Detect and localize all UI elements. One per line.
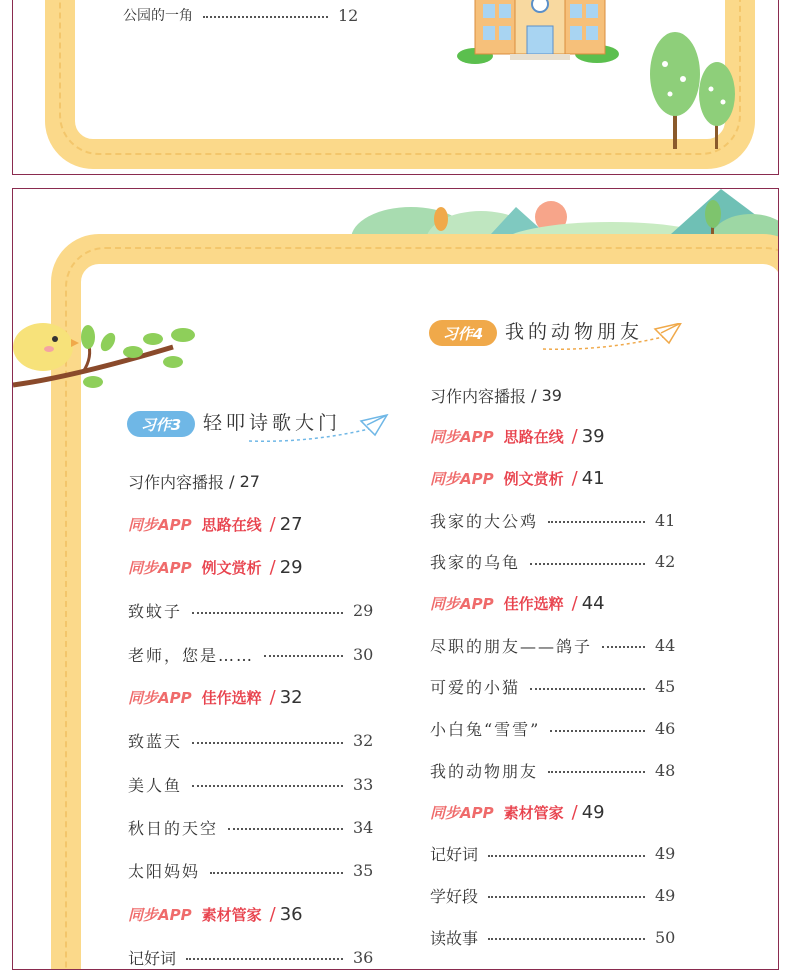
slash-separator: /	[269, 557, 276, 579]
toc-leader-dots	[548, 521, 645, 523]
bird-on-branch-illustration	[13, 317, 203, 397]
toc-page-number: 44	[581, 593, 605, 614]
toc-leader-dots	[488, 855, 645, 857]
toc-entry-row[interactable]	[430, 882, 675, 908]
toc-page-number: 39	[541, 385, 562, 405]
toc-app-row[interactable]	[430, 424, 605, 450]
toc-page-number: 41	[581, 467, 605, 489]
toc-entry-title: 老师，您是……	[128, 645, 255, 665]
toc-leader-dots	[192, 612, 343, 614]
app-section-label: 思路在线	[503, 428, 564, 447]
toc-entry-title: 记好词	[430, 845, 479, 865]
toc-entry-row[interactable]	[128, 771, 373, 797]
section3-title: 轻叩诗歌大门	[203, 412, 342, 434]
slash-separator: /	[526, 385, 542, 405]
section4-badge: 习作4	[429, 320, 497, 346]
toc-app-row[interactable]	[430, 799, 605, 825]
slash-separator: /	[224, 471, 240, 491]
app-tag-label: 同步APP	[128, 689, 192, 707]
toc-entry-title: 致蓝天	[128, 732, 183, 752]
toc-leader-dots	[210, 872, 343, 874]
toc-entry-row[interactable]	[430, 674, 675, 700]
toc-app-row[interactable]	[430, 591, 605, 617]
toc-page-number: 49	[655, 844, 676, 864]
app-tag-label: 同步APP	[128, 905, 192, 924]
toc-leader-dots	[530, 563, 645, 565]
app-section-label: 佳作选粹	[201, 689, 262, 707]
toc-leader-dots	[488, 896, 645, 898]
toc-leader-dots	[203, 16, 328, 18]
contents-page-panel	[12, 188, 779, 970]
toc-page-number: 36	[279, 903, 303, 925]
app-section-label: 佳作选粹	[503, 595, 564, 613]
toc-entry-title: 太阳妈妈	[128, 862, 201, 882]
toc-entry-row[interactable]	[430, 841, 675, 867]
toc-entry-title: 尽职的朋友——鸽子	[430, 636, 593, 656]
toc-app-row[interactable]	[128, 555, 303, 581]
toc-leader-dots	[264, 655, 343, 657]
toc-entry-title: 读故事	[430, 928, 479, 948]
toc-app-row[interactable]	[430, 465, 605, 491]
slash-separator: /	[269, 687, 276, 708]
toc-entry-row[interactable]	[430, 757, 675, 783]
toc-entry-title: 小白兔“雪雪”	[430, 720, 541, 740]
tree-illustration	[645, 24, 745, 154]
toc-entry-title: 可爱的小猫	[430, 678, 521, 698]
school-building-illustration	[455, 0, 625, 69]
app-section-label: 素材管家	[503, 803, 564, 822]
app-tag-label: 同步APP	[128, 515, 192, 534]
toc-entry-row[interactable]	[430, 716, 675, 742]
toc-app-row[interactable]	[128, 511, 303, 537]
toc-overview-row[interactable]	[128, 468, 260, 494]
app-section-label: 例文赏析	[201, 559, 262, 578]
toc-page-number: 45	[655, 677, 676, 697]
toc-entry-title: 公园的一角	[123, 8, 193, 24]
toc-entry-title: 我家的大公鸡	[430, 511, 539, 531]
toc-page-number: 27	[279, 513, 303, 535]
slash-separator: /	[571, 801, 578, 823]
toc-page-number: 46	[655, 719, 676, 739]
toc-page-number: 36	[353, 947, 374, 967]
app-section-label: 例文赏析	[503, 469, 564, 488]
toc-entry-page: 12	[338, 5, 359, 25]
toc-page-number: 41	[655, 510, 676, 530]
toc-leader-dots	[548, 771, 645, 773]
app-tag-label: 同步APP	[430, 595, 494, 613]
toc-entry-row[interactable]	[128, 728, 373, 754]
slash-separator: /	[269, 903, 276, 925]
toc-page-number: 49	[581, 801, 605, 823]
app-tag-label: 同步APP	[430, 428, 494, 447]
toc-entry-title: 美人鱼	[128, 775, 183, 795]
toc-page-number: 33	[353, 774, 374, 794]
toc-page-number: 48	[655, 760, 676, 780]
toc-app-row[interactable]	[128, 901, 303, 927]
toc-page-number: 44	[655, 635, 676, 655]
app-tag-label: 同步APP	[128, 559, 192, 578]
slash-separator: /	[269, 513, 276, 535]
toc-entry-row[interactable]	[128, 598, 373, 624]
toc-page-number: 34	[353, 817, 374, 837]
toc-page-number: 42	[655, 552, 676, 572]
toc-entry-title: 学好段	[430, 886, 479, 906]
toc-entry-row[interactable]	[128, 944, 373, 970]
toc-leader-dots	[488, 938, 645, 940]
toc-entry-row[interactable]	[430, 632, 675, 658]
paper-plane-icon	[249, 413, 389, 443]
section4-title: 我的动物朋友	[505, 321, 644, 343]
paper-plane-icon	[543, 323, 683, 353]
toc-entry-title: 秋日的天空	[128, 818, 219, 838]
app-tag-label: 同步APP	[430, 803, 494, 822]
toc-leader-dots	[192, 742, 343, 744]
app-section-label: 素材管家	[201, 905, 262, 924]
toc-leader-dots	[550, 730, 645, 732]
toc-overview-row[interactable]	[430, 382, 562, 408]
toc-entry-park-corner[interactable]	[123, 2, 358, 28]
toc-page-number: 50	[655, 927, 676, 947]
toc-leader-dots	[228, 828, 343, 830]
toc-entry-row[interactable]	[128, 641, 373, 667]
toc-entry-title: 我的动物朋友	[430, 761, 539, 781]
toc-entry-row[interactable]	[430, 924, 675, 950]
toc-leader-dots	[602, 646, 645, 648]
toc-page-number: 32	[353, 731, 374, 751]
slash-separator: /	[571, 426, 578, 448]
slash-separator: /	[571, 467, 578, 489]
toc-entry-row[interactable]	[128, 814, 373, 840]
toc-entry-title: 习作内容播报	[128, 472, 225, 492]
app-section-label: 思路在线	[201, 515, 262, 534]
toc-entry-title: 习作内容播报	[430, 386, 527, 406]
toc-entry-row[interactable]	[430, 507, 675, 533]
toc-leader-dots	[530, 688, 645, 690]
toc-page-number: 29	[353, 601, 374, 621]
toc-entry-title: 我家的乌龟	[430, 553, 521, 573]
toc-app-row[interactable]	[128, 685, 303, 711]
app-tag-label: 同步APP	[430, 469, 494, 488]
toc-entry-title: 致蚊子	[128, 602, 183, 622]
toc-page-number: 35	[353, 861, 374, 881]
previous-page-panel	[12, 0, 779, 175]
section3-badge: 习作3	[127, 411, 195, 437]
toc-page-number: 29	[279, 557, 303, 579]
toc-entry-row[interactable]	[430, 549, 675, 575]
slash-separator: /	[571, 593, 578, 614]
toc-leader-dots	[192, 785, 343, 787]
toc-entry-title: 记好词	[128, 948, 177, 968]
toc-page-number: 32	[279, 687, 303, 708]
toc-page-number: 30	[353, 644, 374, 664]
toc-page-number: 39	[581, 426, 605, 448]
toc-page-number: 27	[239, 471, 260, 491]
toc-page-number: 49	[655, 885, 676, 905]
toc-entry-row[interactable]	[128, 858, 373, 884]
